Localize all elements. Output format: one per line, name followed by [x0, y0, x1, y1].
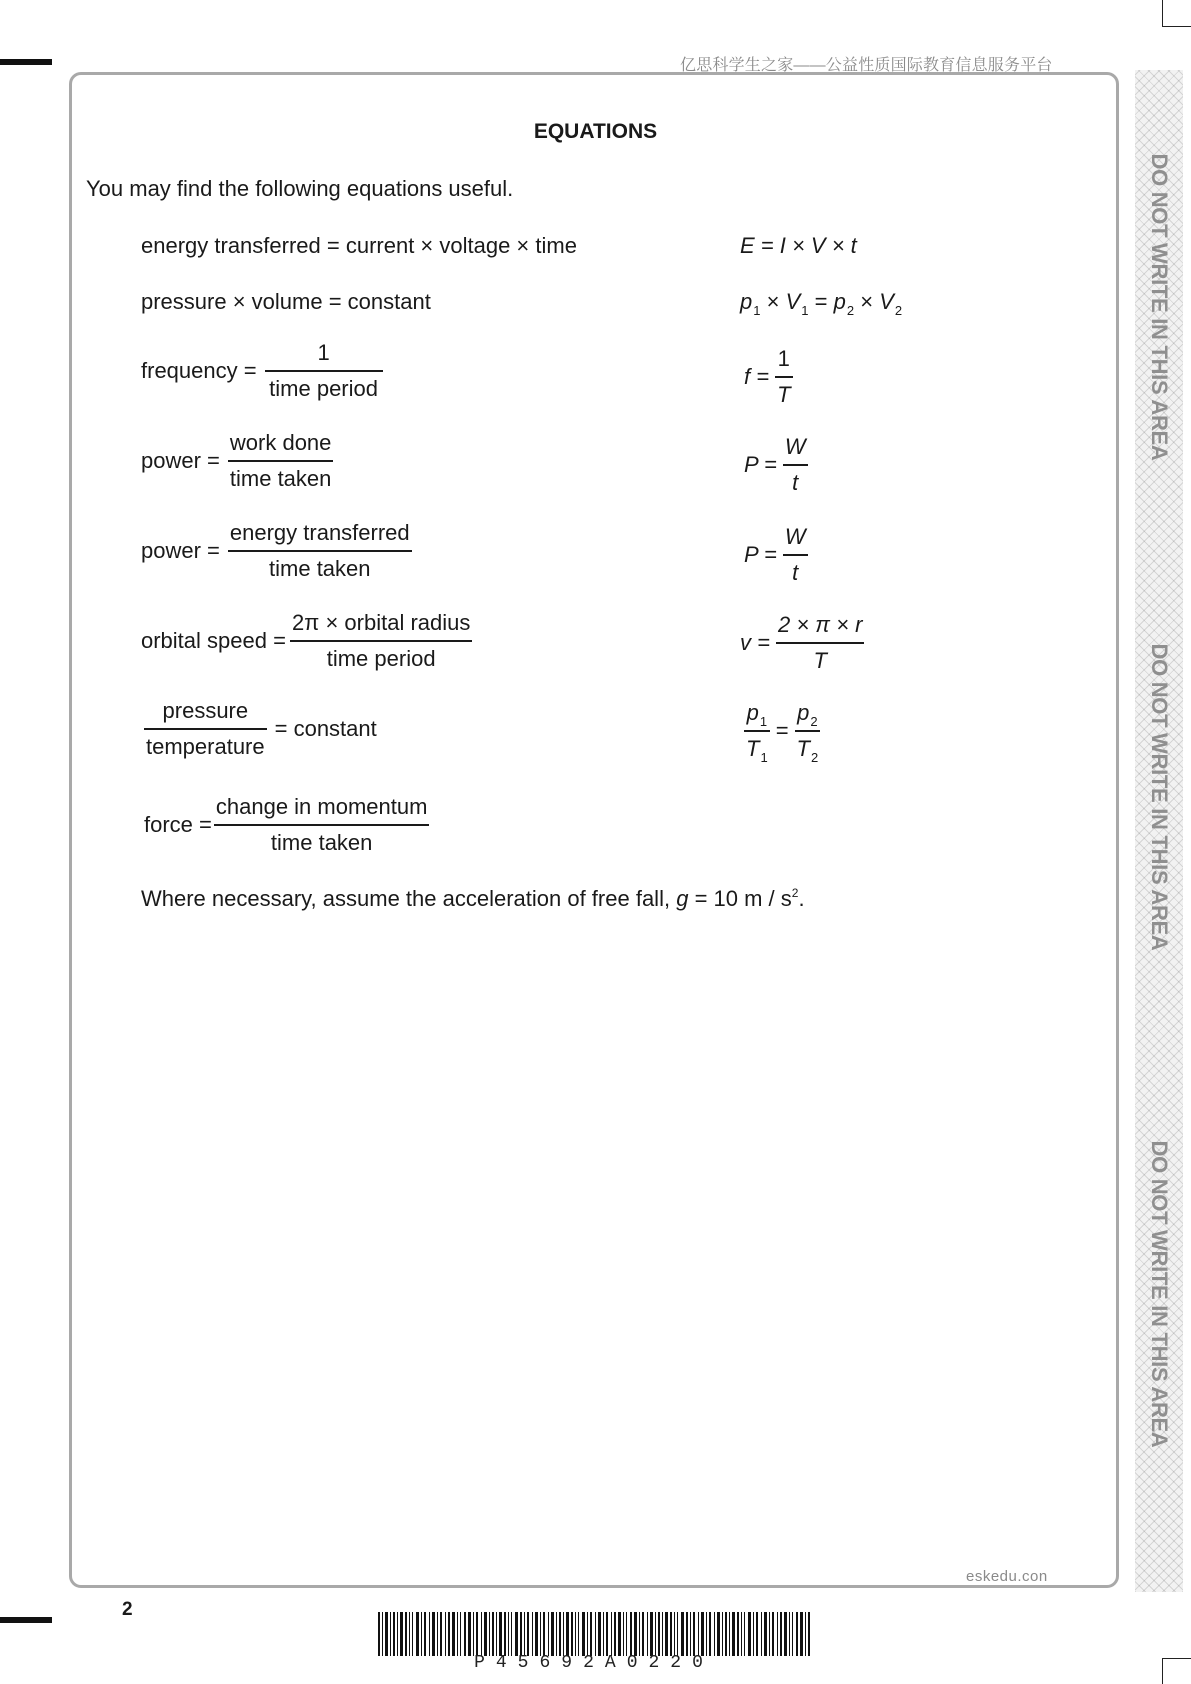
power-energy-equation-symbols: P = $\frac{W}{t}$ — [744, 524, 806, 585]
page-number: 2 — [122, 1599, 133, 1620]
crop-mark-top-right-v — [1162, 0, 1163, 26]
registration-mark-bottom — [0, 1617, 52, 1623]
power-work-equation-words: power = $\frac{\text{work done}}{\text{time taken}}$ — [141, 430, 332, 491]
crop-mark-top-right-h — [1162, 26, 1191, 27]
energy-equation-symbols: E = I × V × t — [740, 233, 857, 258]
pressure-volume-words: pressure × volume = constant — [141, 289, 431, 314]
frequency-fraction: $\frac{1}{\text{time period}}$ — [265, 342, 383, 400]
crop-mark-bottom-right-h — [1162, 1658, 1191, 1659]
frequency-equation-words: frequency = $\frac{1}{\text{time period}}$ — [141, 342, 383, 400]
orbital-speed-equation-words: orbital speed = $\frac{\text{2π × orbital radius}}{\text{time period}}$ — [141, 610, 471, 671]
barcode — [378, 1612, 810, 1656]
power-work-equation-symbols: P = $\frac{W}{t}$ — [744, 434, 806, 495]
watermark-footer: eskedu.con — [966, 1568, 1048, 1585]
page-title: EQUATIONS — [533, 120, 658, 143]
crop-mark-bottom-right-v — [1162, 1658, 1163, 1684]
power-energy-equation-words: power = $\frac{\text{energy transferred}}{\text{time taken}}$ — [141, 520, 410, 581]
pressure-volume-symbols: $p_1 \times V_1 = p_2 \times V_2$ — [740, 289, 903, 318]
registration-mark-top — [0, 59, 52, 65]
energy-equation-words: energy transferred = current × voltage × time — [141, 233, 577, 258]
frequency-equation-symbols: f = $\frac{1}{T}$ — [744, 346, 791, 407]
pressure-temperature-equation-symbols: $\frac{p_1}{T_1}$ = $\frac{p_2}{T_2}$ — [746, 700, 819, 765]
watermark-header: 亿思科学生之家——公益性质国际教育信息服务平台 — [680, 57, 1053, 74]
orbital-speed-equation-symbols: v = $\frac{2 \times \pi \times r}{T}$ — [740, 612, 863, 673]
free-fall-note: Where necessary, assume the acceleration of free fall, g = 10 m / $s^2$. — [141, 886, 805, 911]
force-equation-words: force = $\frac{\text{change in momentum}}{\text{time taken}}$ — [144, 794, 428, 855]
intro-text: You may find the following equations useful. — [86, 176, 514, 201]
do-not-write-margin: DO NOT WRITE IN THIS AREA DO NOT WRITE IN THIS AREA DO NOT WRITE IN THIS AREA — [1135, 70, 1183, 1592]
pressure-temperature-equation-words: $\frac{\text{pressure}}{\text{temperature}}$ = constant — [146, 698, 377, 759]
barcode-number: P45692A0220 — [474, 1653, 714, 1673]
